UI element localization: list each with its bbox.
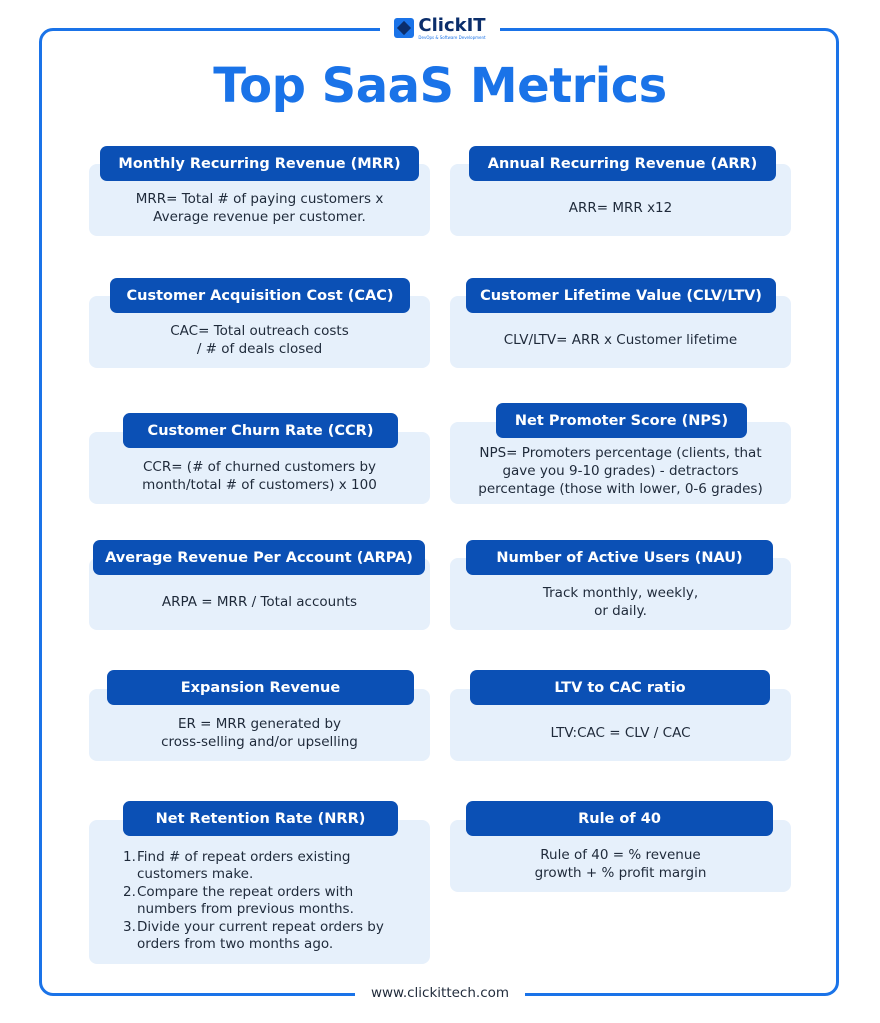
er-label: Expansion Revenue	[107, 670, 414, 705]
logo-tagline: DevOps & Software Development	[418, 34, 486, 40]
footer-url[interactable]: www.clickittech.com	[355, 982, 525, 1004]
page-title: Top SaaS Metrics	[213, 58, 667, 114]
mrr-label: Monthly Recurring Revenue (MRR)	[100, 146, 419, 181]
list-item: 2. Compare the repeat orders with numbers from previous months.	[123, 883, 354, 917]
list-item: 1. Find # of repeat orders existing customers make.	[123, 848, 351, 882]
logo-name: ClickIT	[418, 14, 486, 36]
clickit-logo-icon	[394, 18, 414, 38]
ltvcac-formula: LTV:CAC = CLV / CAC	[550, 725, 691, 741]
nrr-steps	[123, 849, 414, 954]
arpa-label: Average Revenue Per Account (ARPA)	[93, 540, 425, 575]
nau-label: Number of Active Users (NAU)	[466, 540, 773, 575]
arpa-formula: ARPA = MRR / Total accounts	[161, 594, 358, 610]
ccr-label: Customer Churn Rate (CCR)	[123, 413, 398, 448]
nps-formula: NPS= Promoters percentage (clients, that gave you 9-10 grades) - detractors percentage (those with lower, 0-6 grades)	[478, 445, 763, 497]
clv-label: Customer Lifetime Value (CLV/LTV)	[466, 278, 776, 313]
cac-formula: CAC= Total outreach costs / # of deals closed	[170, 323, 349, 357]
ltvcac-label: LTV to CAC ratio	[470, 670, 770, 705]
clv-formula: CLV/LTV= ARR x Customer lifetime	[503, 332, 738, 348]
mrr-formula: MRR= Total # of paying customers x Average revenue per customer.	[135, 191, 384, 225]
nrr-label: Net Retention Rate (NRR)	[123, 801, 398, 836]
arr-formula: ARR= MRR x12	[568, 200, 673, 216]
arr-label: Annual Recurring Revenue (ARR)	[469, 146, 776, 181]
cac-label: Customer Acquisition Cost (CAC)	[110, 278, 410, 313]
nrr-card	[89, 820, 430, 964]
nps-label: Net Promoter Score (NPS)	[496, 403, 747, 438]
rule40-label: Rule of 40	[466, 801, 773, 836]
er-formula: ER = MRR generated by cross-selling and/or upselling	[161, 716, 358, 750]
rule40-formula: Rule of 40 = % revenue growth + % profit margin	[534, 847, 707, 881]
ccr-formula: CCR= (# of churned customers by month/total # of customers) x 100	[142, 459, 377, 493]
nau-formula: Track monthly, weekly, or daily.	[542, 585, 699, 619]
clickit-logo	[380, 10, 500, 46]
list-item: 3. Divide your current repeat orders by orders from two months ago.	[123, 918, 384, 952]
